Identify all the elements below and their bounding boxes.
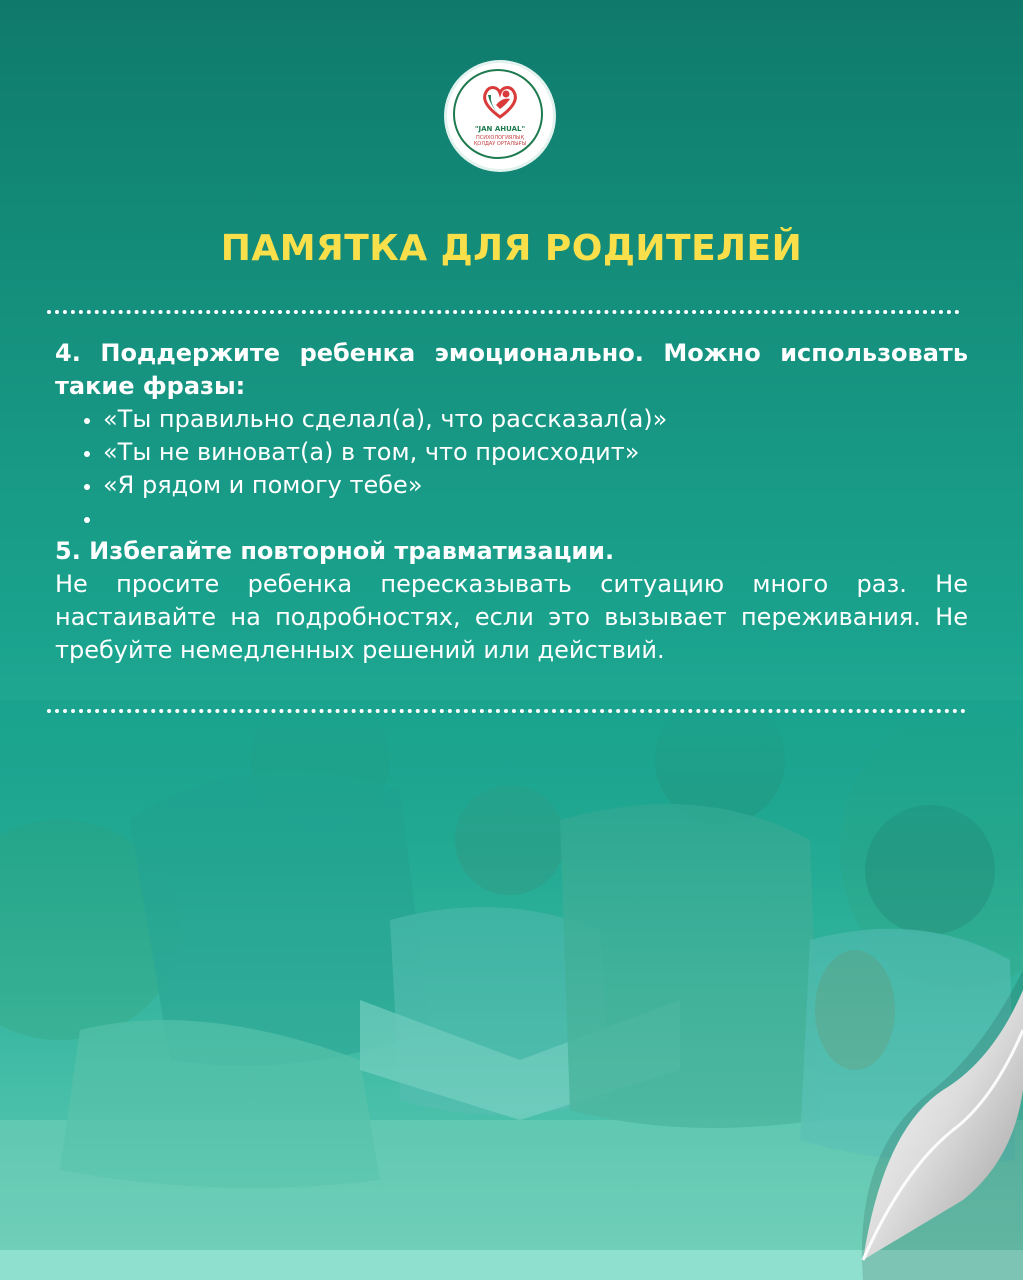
list-item: • «Ты правильно сделал(а), что рассказал(а)» bbox=[103, 403, 968, 436]
page-curl-icon bbox=[823, 970, 1023, 1280]
list-item: • «Я рядом и помогу тебе» bbox=[103, 469, 968, 502]
phrases-list bbox=[55, 403, 968, 535]
page-title: ПАМЯТКА ДЛЯ РОДИТЕЛЕЙ bbox=[220, 228, 803, 269]
section5-text: Не просите ребенка пересказывать ситуацию много раз. Не настаивайте на подробностях, если это вызывает переживания. Не требуйте немедленных решений или действий. bbox=[55, 570, 968, 664]
logo-subtitle-line2: ҚОЛДАУ ОРТАЛЫҒЫ bbox=[473, 141, 527, 147]
section4-heading: 4. Поддержите ребенка эмоционально. Можно использовать такие фразы: bbox=[55, 339, 968, 400]
dotted-divider-bottom bbox=[47, 709, 966, 713]
list-item bbox=[103, 502, 968, 535]
logo-subtitle bbox=[447, 135, 553, 147]
logo-name: "JAN AHUAL" bbox=[474, 125, 526, 133]
heart-people-logo-icon bbox=[480, 81, 520, 121]
dotted-divider-top bbox=[47, 310, 960, 314]
section5-heading: 5. Избегайте повторной травматизации. bbox=[55, 537, 615, 565]
list-item: • «Ты не виноват(а) в том, что происходит» bbox=[103, 436, 968, 469]
logo-subtitle-line1: ПСИХОЛОГИЯЛЫҚ bbox=[475, 135, 525, 141]
main-content bbox=[55, 337, 968, 667]
organization-logo bbox=[447, 63, 553, 169]
